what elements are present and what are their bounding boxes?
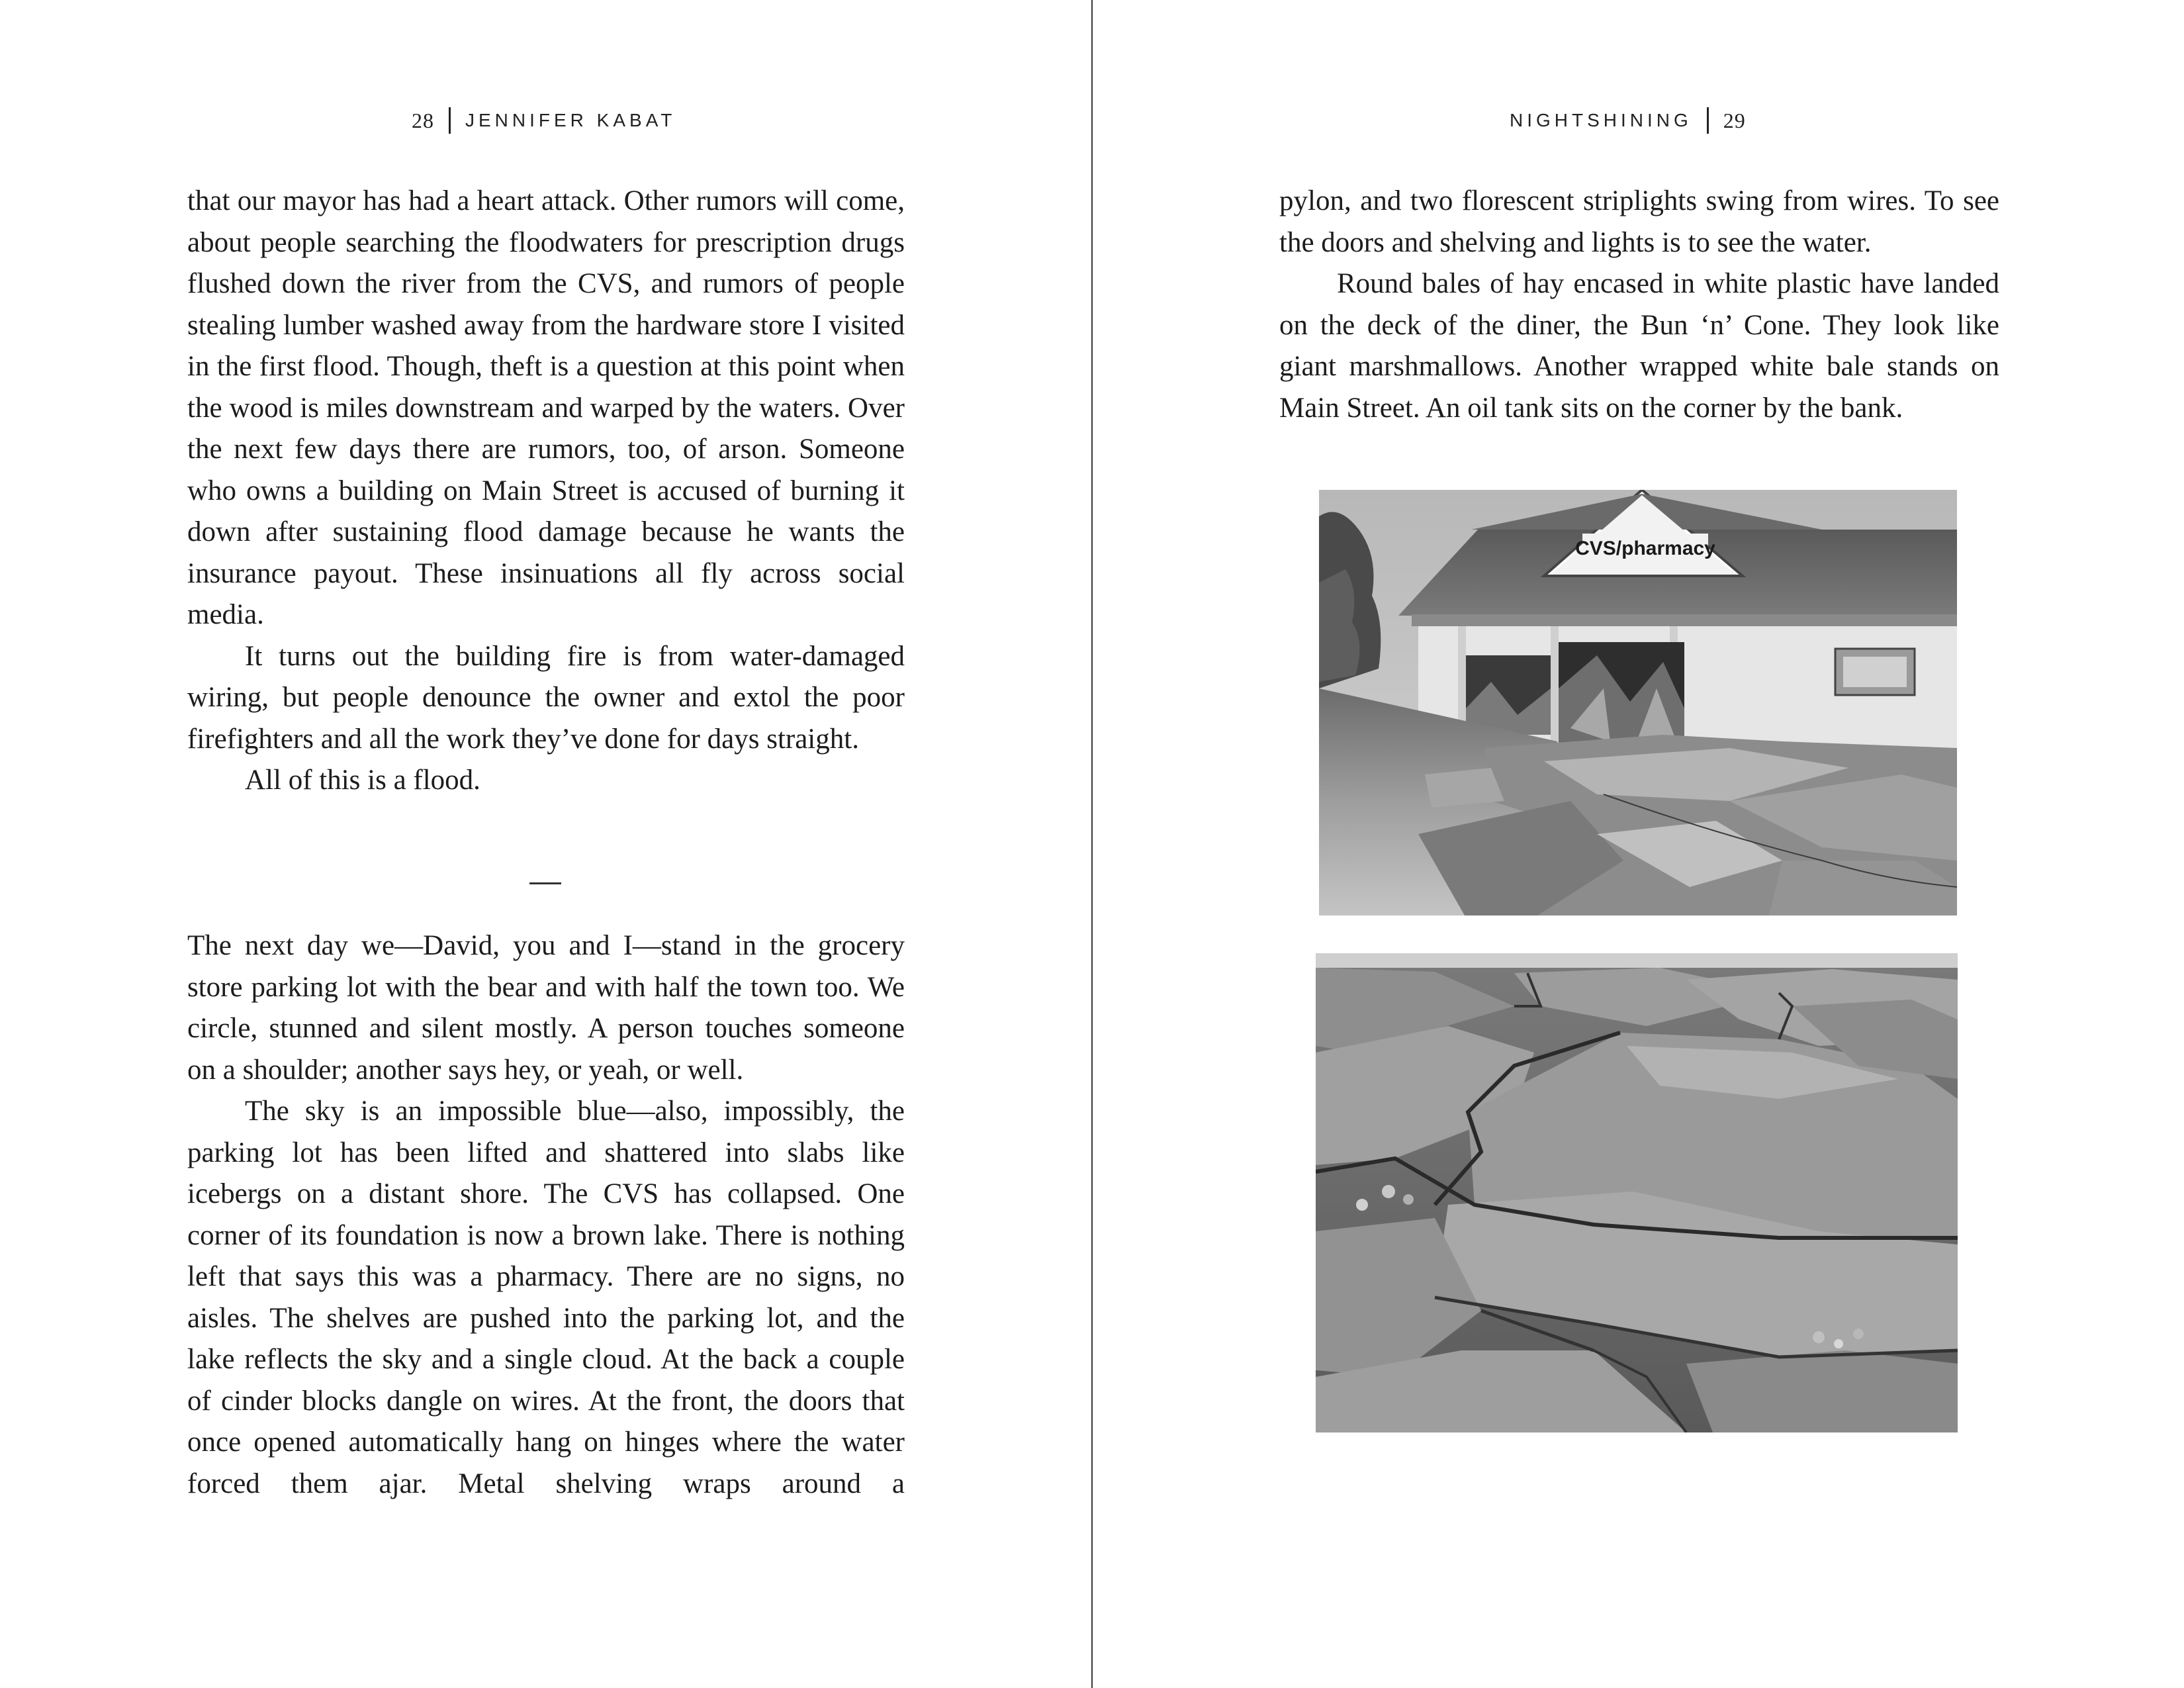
left-page <box>0 0 1091 1688</box>
paragraph: It turns out the building fire is from water-damaged wiring, but people denounce the owner and extol the poor firefighters and all the work they’ve done for days straight. <box>187 640 905 755</box>
right-running-head-title: NIGHTSHINING <box>1510 110 1692 130</box>
left-text-block-1 <box>187 181 905 802</box>
photo-flooded-pharmacy <box>1319 490 1957 915</box>
paragraph: that our mayor has had a heart attack. Other rumors will come, about people searching the floodwaters for prescription drugs flushed down the river from the CVS, and rumors of people stealing lumber washed away from the hardware store I visited in the first flood. Though, theft is a question at this point when the wood is miles downstream and warped by the waters. Over the next few days there are rumors, too, of arson. Someone who owns a building on Main Street is accused of burning it down after sustaining flood damage because he wants the insurance payout. These insinuations all fly across social media. <box>187 185 905 630</box>
running-head-divider <box>1707 107 1709 134</box>
running-head-divider <box>449 107 451 134</box>
photo-shattered-parking-lot <box>1316 953 1958 1432</box>
paragraph: All of this is a flood. <box>245 765 480 796</box>
left-text-block-2 <box>187 925 905 1505</box>
paragraph: Round bales of hay encased in white plastic have landed on the deck of the diner, the Bun ‘n’ Cone. They look like giant marshmallows. Another wrapped white bale stands on Main Street. An oil tank sits on the corner by the bank. <box>1279 268 1999 424</box>
section-break <box>529 882 561 884</box>
paragraph: The sky is an impossible blue—also, impossibly, the parking lot has been lifted and shattered into slabs like icebergs on a distant shore. The CVS has collapsed. One corner of its foundation is now a brown lake. There is nothing left that says this was a pharmacy. There are no signs, no aisles. The shelves are pushed into the parking lot, and the lake reflects the sky and a single cloud. At the back a couple of cinder blocks dangle on wires. At the front, the doors that once opened automatically hang on hinges where the water forced them ajar. Metal shelving wraps around a <box>187 1096 905 1499</box>
left-page-number: 28 <box>412 108 434 132</box>
right-page-number: 29 <box>1723 108 1746 132</box>
paragraph: pylon, and two florescent striplights swing from wires. To see the doors and shelving and lights is to see the water. <box>1279 185 1999 258</box>
right-page <box>1093 0 2184 1688</box>
left-running-head <box>412 106 676 135</box>
left-running-head-title: JENNIFER KABAT <box>465 110 676 130</box>
right-text-block <box>1279 181 1999 429</box>
pharmacy-sign-text: CVS/pharmacy <box>1575 538 1715 559</box>
paragraph: The next day we—David, you and I—stand in the grocery store parking lot with the bear and with half the town too. We circle, stunned and silent mostly. A person touches someone on a shoulder; another says hey, or yeah, or well. <box>187 930 905 1086</box>
right-running-head <box>1510 106 1746 135</box>
